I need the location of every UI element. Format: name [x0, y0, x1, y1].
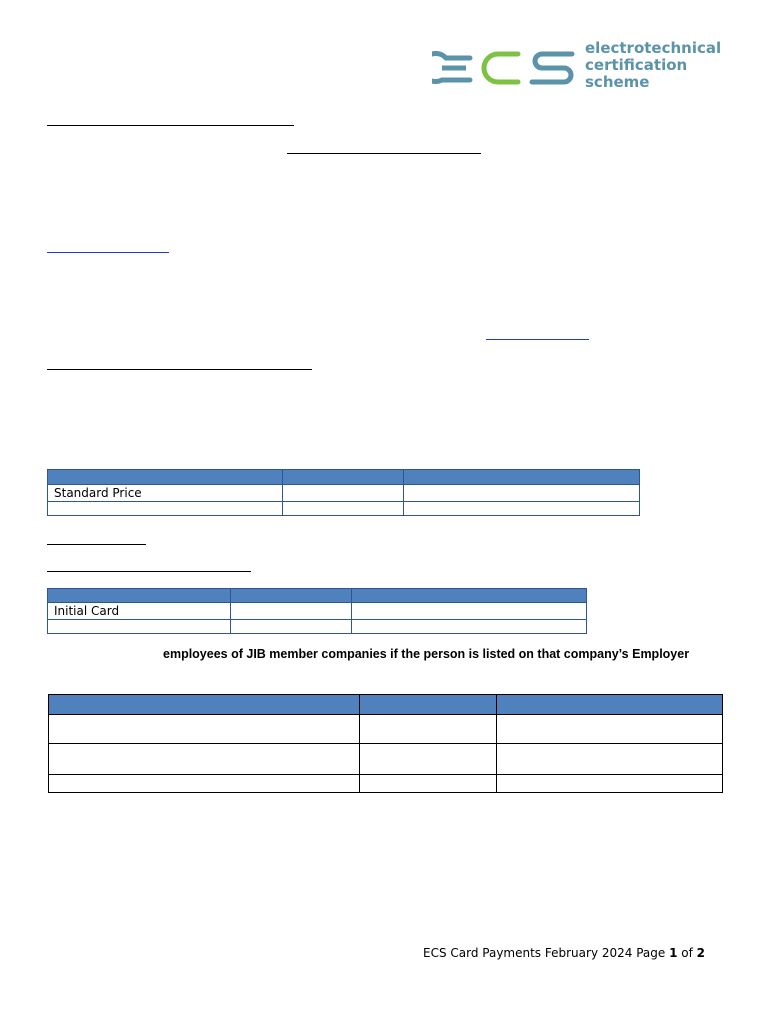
logo-line-1: electrotechnical [585, 39, 722, 57]
header-cell [360, 695, 497, 715]
table-cell [404, 485, 640, 502]
ecs-logo-wordmark [585, 40, 721, 91]
footer-of: of [677, 946, 697, 960]
employer-table-header [49, 695, 723, 715]
table-row [49, 744, 723, 775]
table-cell [48, 620, 231, 634]
table-cell [404, 502, 640, 516]
section-heading-underline-1 [47, 369, 312, 370]
hyperlink-underline-1[interactable] [47, 252, 169, 253]
table-row [49, 715, 723, 744]
table-cell [283, 502, 404, 516]
page-number: 1 [669, 946, 678, 960]
card-table [47, 588, 587, 634]
table-cell: Initial Card [48, 603, 231, 620]
table-row [48, 620, 587, 634]
header-cell [48, 589, 231, 603]
table-cell [497, 775, 723, 793]
section-heading-underline-3 [47, 571, 251, 572]
table-cell [49, 715, 360, 744]
footer-label: ECS Card Payments February 2024 Page [422, 946, 670, 960]
table-cell [48, 502, 283, 516]
header-cell [49, 695, 360, 715]
table-cell [360, 744, 497, 775]
header-cell [48, 470, 283, 485]
header-cell [231, 589, 352, 603]
price-table-header [48, 470, 640, 485]
header-cell [404, 470, 640, 485]
header-cell [497, 695, 723, 715]
logo-line-2: certification [585, 56, 688, 74]
table-cell [283, 485, 404, 502]
logo-line-3: scheme [585, 73, 650, 91]
header-cell [352, 589, 587, 603]
heading-underline-2 [287, 153, 481, 154]
table-cell: Standard Price [48, 485, 283, 502]
page-total: 2 [696, 946, 705, 960]
heading-underline-1 [47, 125, 294, 126]
table-cell [49, 744, 360, 775]
price-table [47, 469, 640, 516]
employer-table [48, 694, 723, 793]
page-footer [423, 946, 705, 960]
table-row [48, 485, 640, 502]
table-cell [360, 775, 497, 793]
hyperlink-underline-2[interactable] [486, 339, 589, 340]
header-cell [283, 470, 404, 485]
ecs-logo-mark [432, 40, 580, 96]
table-cell [497, 744, 723, 775]
table-row [48, 603, 587, 620]
card-table-header [48, 589, 587, 603]
table-cell [49, 775, 360, 793]
table-row [49, 775, 723, 793]
employees-text: employees of JIB member companies if the person is listed on that company’s Employer [163, 647, 690, 661]
table-cell [352, 603, 587, 620]
table-cell [231, 620, 352, 634]
table-cell [352, 620, 587, 634]
table-cell [497, 715, 723, 744]
table-cell [360, 715, 497, 744]
table-cell [231, 603, 352, 620]
table-row [48, 502, 640, 516]
section-heading-underline-2 [47, 544, 146, 545]
